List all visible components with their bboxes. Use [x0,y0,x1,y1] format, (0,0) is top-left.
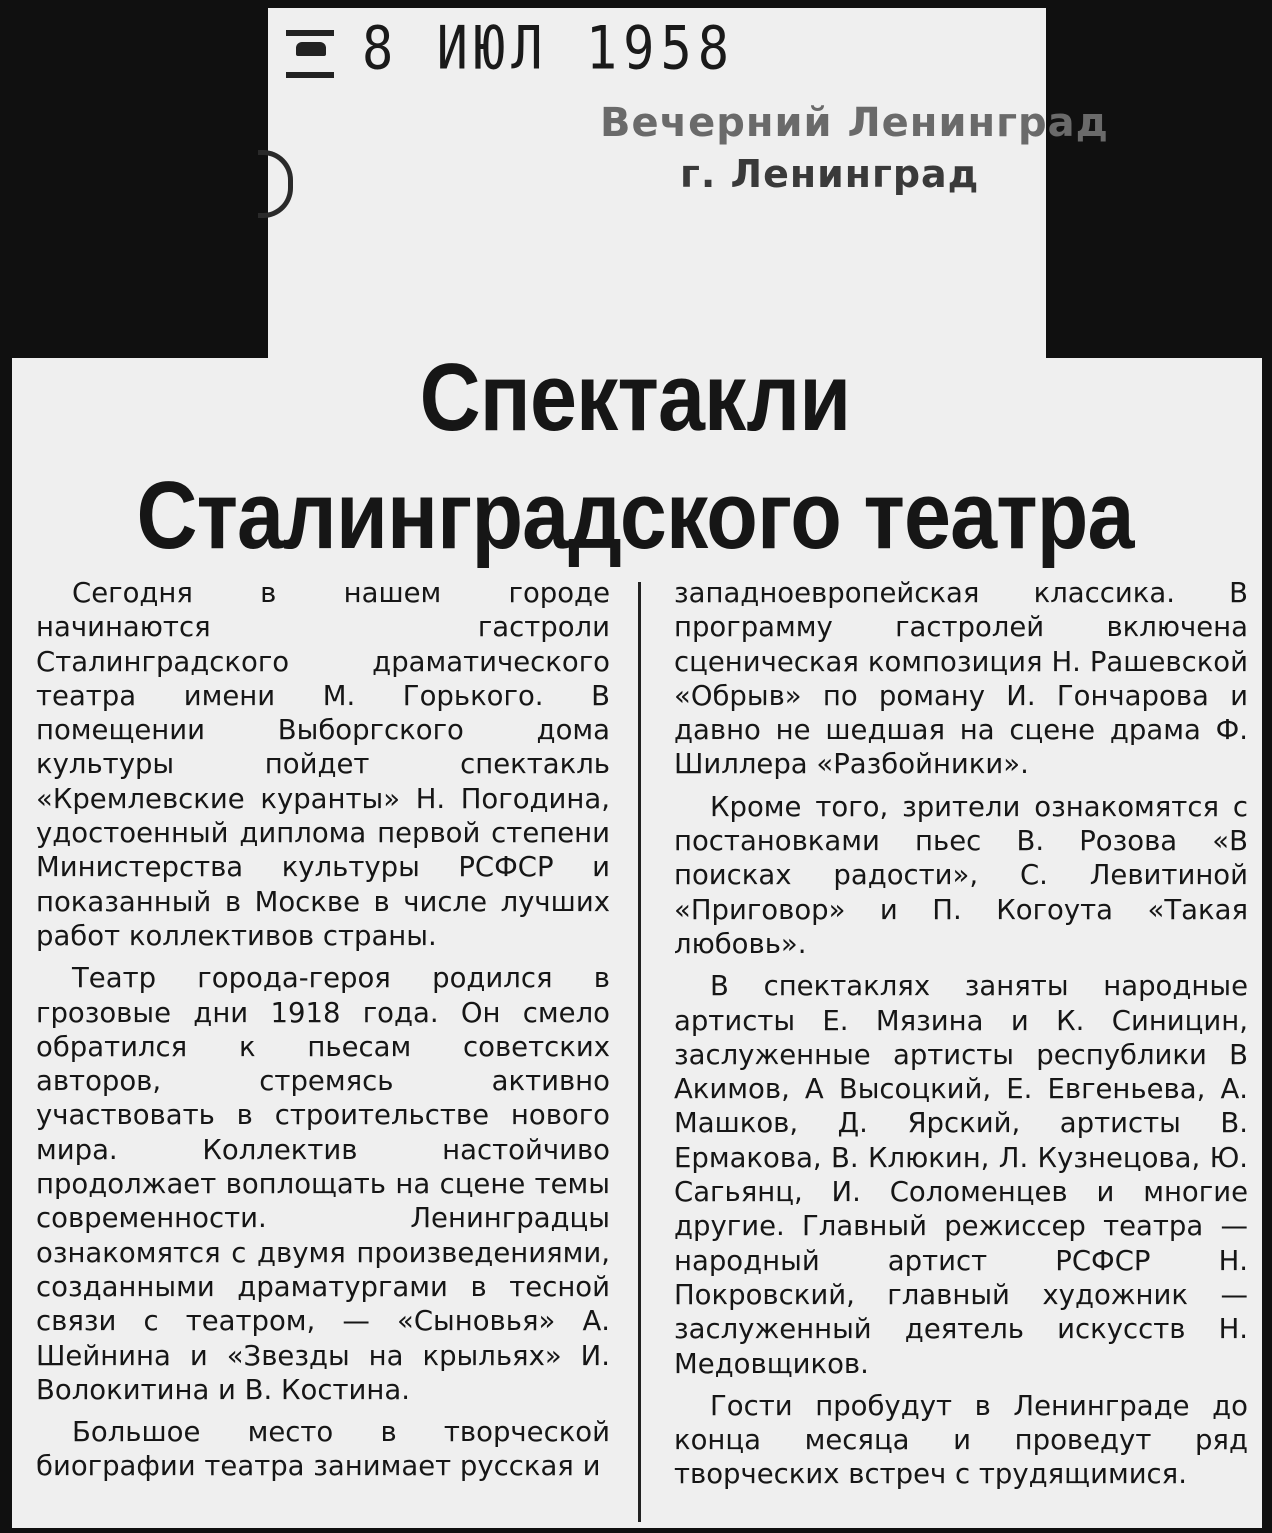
newspaper-name: Вечерний Ленинград [600,100,1109,146]
paragraph: Театр города-героя родился в грозовые дни 1918 года. Он смело обратился к пьесам советских авторов, стремясь активно участвовать в строительстве нового мира. Коллектив настойчиво продолжает воплощать на сцене темы современности. Ленинградцы ознакомятся с двумя произведениями, созданными драматургами в тесной связи с театром, — «Сыновья» А. Шейнина и «Звезды на крыльях» И. Волокитина и В. Костина. [36,962,610,1406]
column-divider [638,582,641,1522]
headline-line-2: Сталинградского театра [136,462,1134,569]
paragraph: западноевропейская классика. В программу гастролей включена сценическая композиция Н. Рашевской «Обрыв» по роману И. Гончарова и давно не шедшая на сцене драма Ф. Шиллера «Разбойники». [674,577,1248,781]
stamp-date-text: 8 ИЮЛ 1958 [362,14,736,84]
date-stamp [282,14,735,84]
stamp-logo-icon [282,24,344,74]
article-headline [30,340,1240,574]
paragraph: В спектаклях заняты народные артисты Е. Мязина и К. Синицин, заслуженные артисты республики В Акимов, А Высоцкий, Е. Евгеньева, А. Машков, Д. Ярский, артисты В. Ермакова, В. Клюкин, Л. Кузнецова, Ю. Сагьянц, И. Соломенцев и многие другие. Главный режиссер театра — народный артист РСФСР Н. Покровский, главный художник — заслуженный деятель искусств Н. Медовщиков. [674,970,1248,1380]
headline-line-1: Спектакли [419,344,851,451]
article-column-right [674,576,1248,1500]
paragraph: Большое место в творческой биографии театра занимает русская и [36,1416,610,1483]
city-name: г. Ленинград [680,152,980,196]
paragraph: Кроме того, зрители ознакомятся с постановками пьес В. Розова «В поисках радости», С. Левитиной «Приговор» и П. Когоута «Такая любовь». [674,790,1248,960]
paragraph: Гости пробудут в Ленинграде до конца месяца и проведут ряд творческих встреч с трудящимися. [674,1389,1248,1491]
article-column-left [36,576,610,1492]
paragraph: Сегодня в нашем городе начинаются гастроли Сталинградского драматического театра имени М. Горького. В помещении Выборгского дома культуры пойдет спектакль «Кремлевские куранты» Н. Погодина, удостоенный диплома первой степени Министерства культуры РСФСР и показанный в Москве в числе лучших работ коллективов страны. [36,577,610,952]
